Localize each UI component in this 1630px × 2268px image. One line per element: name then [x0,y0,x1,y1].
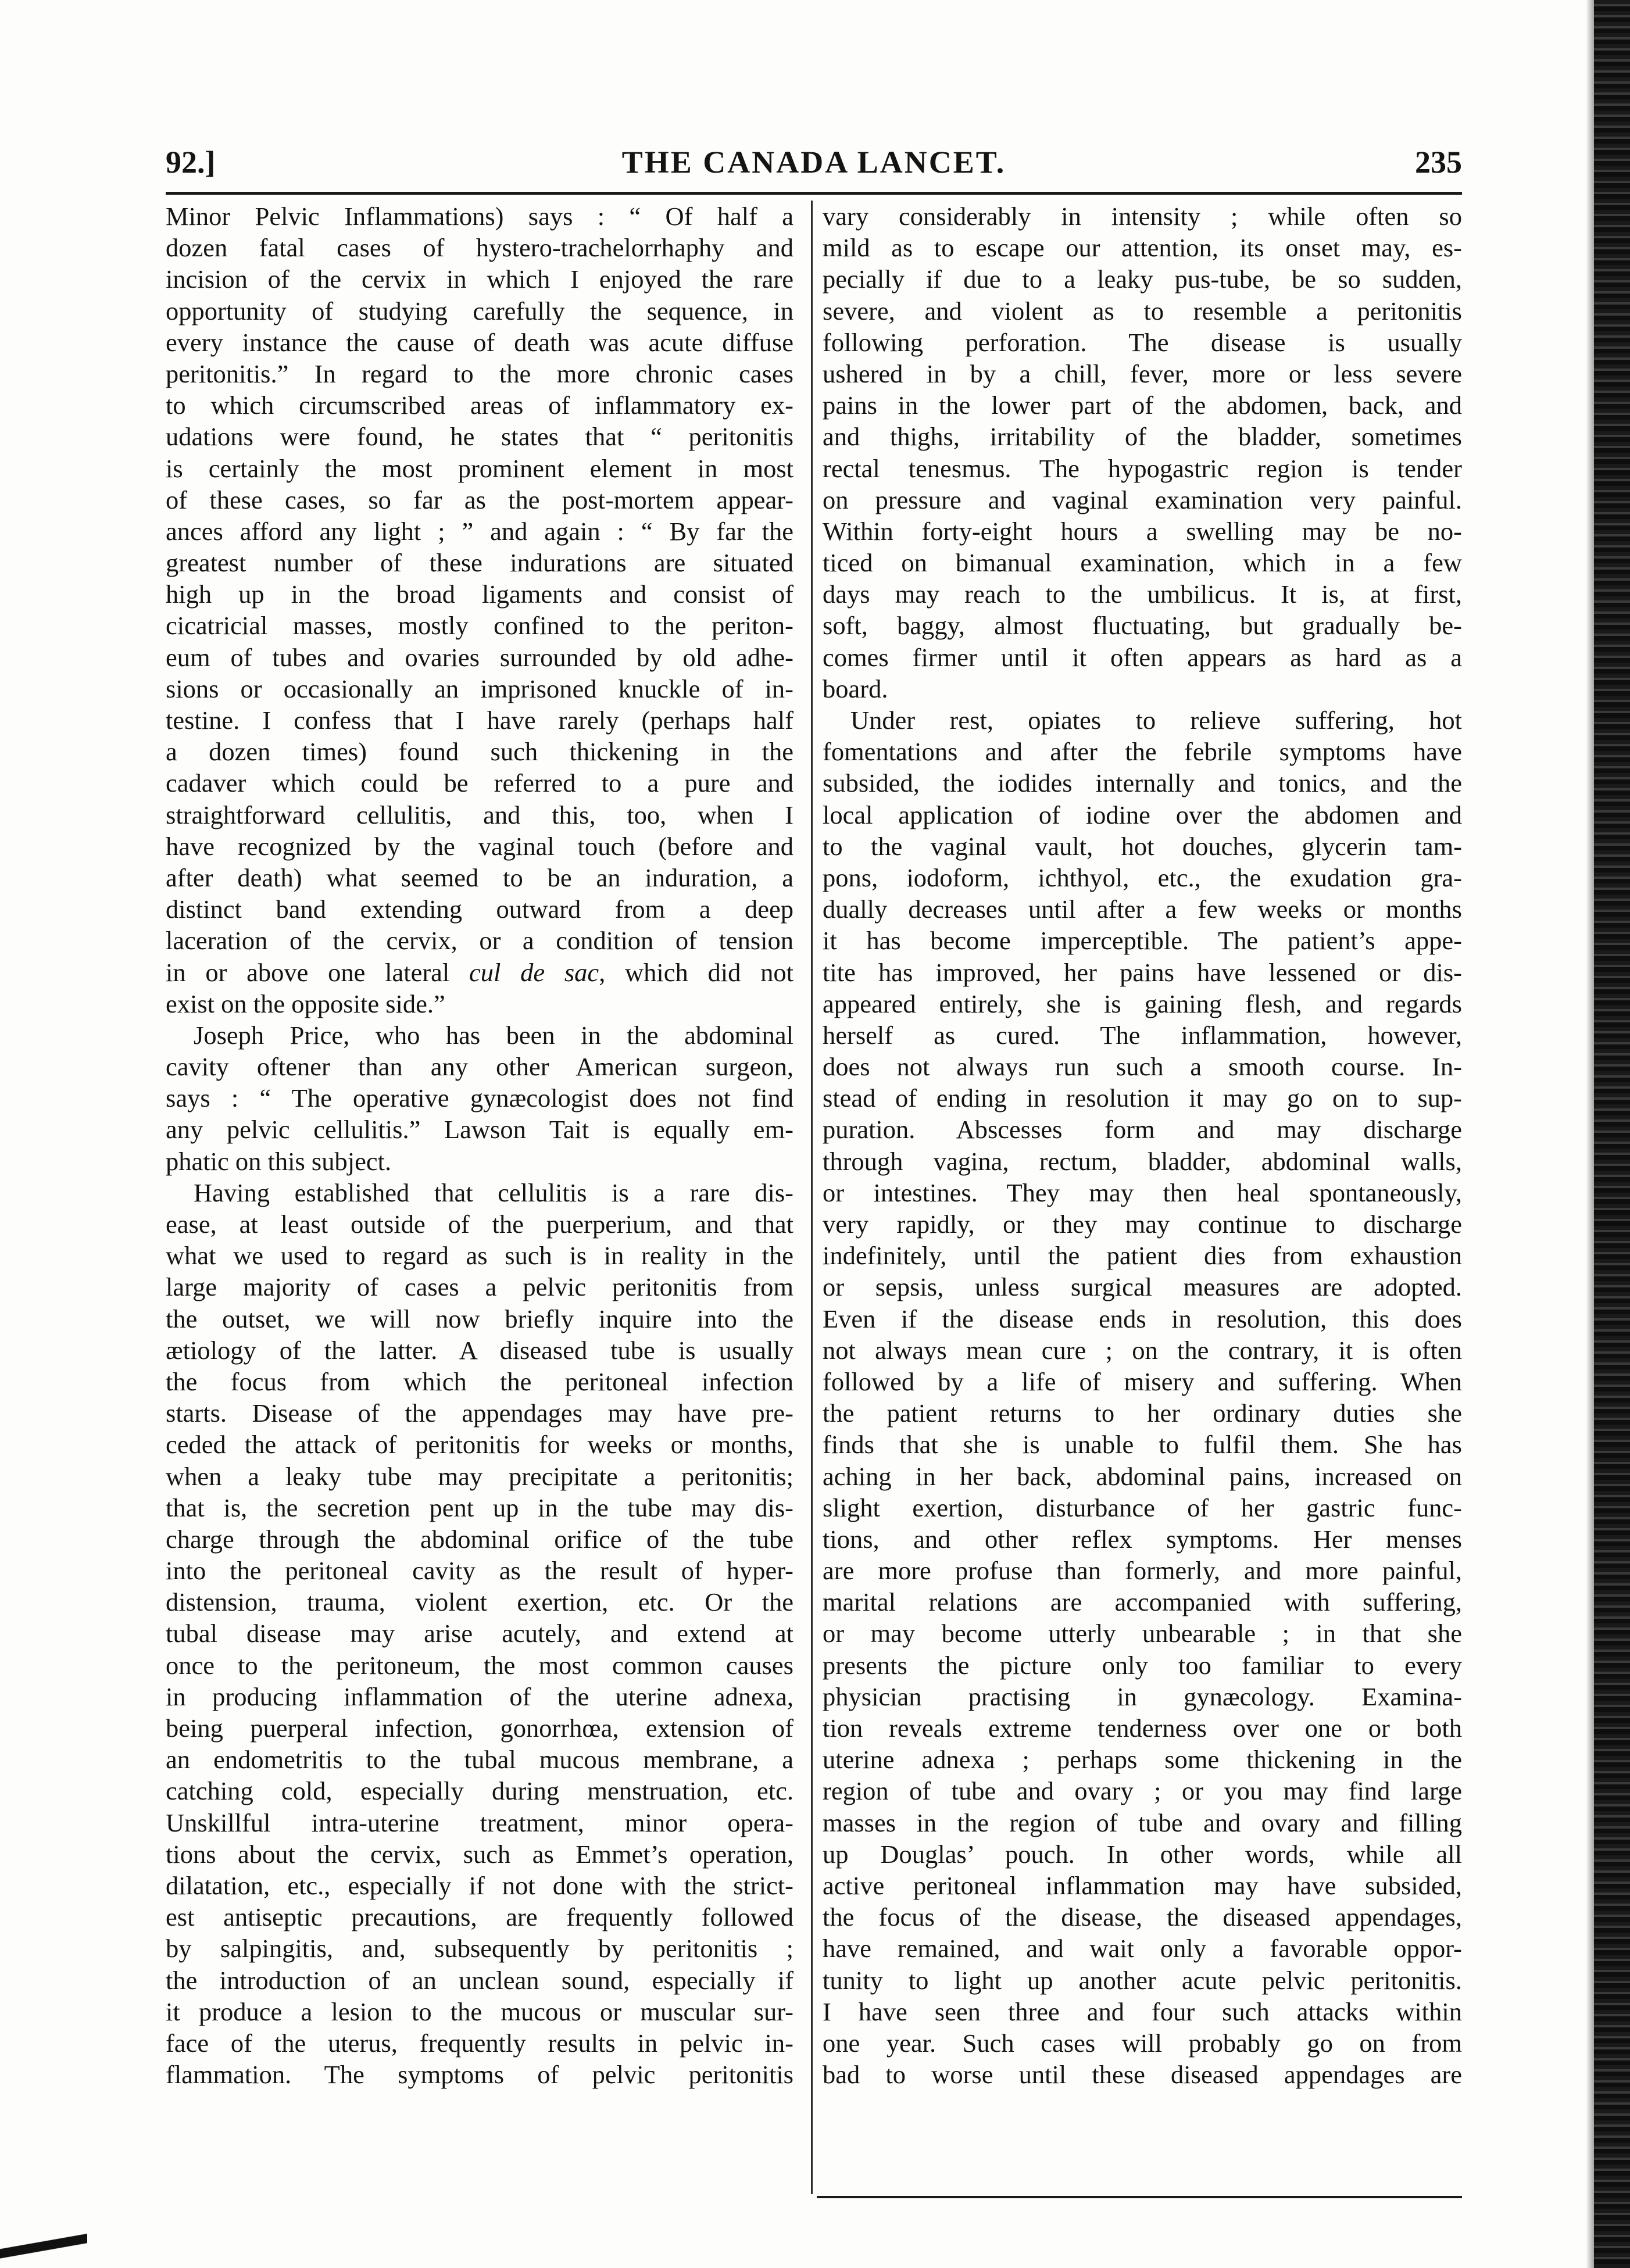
issue-number: 92.] [166,145,216,180]
text-line: pains in the lower part of the abdomen, back, and [823,391,1462,420]
text-line: distinct band extending outward from a deep [166,895,793,924]
text-line: does not always run such a smooth course. In- [823,1052,1462,1082]
binding-shadow [1586,0,1594,2268]
text-line: large majority of cases a pelvic peritonitis from [166,1272,793,1302]
text-line: appeared entirely, she is gaining flesh, and regards [823,989,1462,1018]
text-line: subsided, the iodides internally and tonics, and the [823,768,1462,798]
text-line: severe, and violent as to resemble a peritonitis [823,296,1462,325]
text-line: phatic on this subject. [166,1146,392,1176]
text-line: tions about the cervix, such as Emmet’s operation, [166,1839,793,1869]
text-line: exist on the opposite side.” [166,989,445,1018]
text-line: Even if the disease ends in resolution, this does [823,1304,1462,1333]
text-line: Minor Pelvic Inflammations) says : “ Of half a [166,202,793,231]
text-line: have recognized by the vaginal touch (before and [166,831,793,861]
running-header [166,144,1462,185]
text-line: says : “ The operative gynæcologist does not find [166,1083,793,1113]
text-line: in or above one lateral cul de sac, which did not [166,957,793,987]
text-line: local application of iodine over the abdomen and [823,800,1462,829]
text-line: mild as to escape our attention, its onset may, es- [823,233,1462,263]
text-line: est antiseptic precautions, are frequently followed [166,1902,793,1932]
text-line: of these cases, so far as the post-mortem appear- [166,485,793,514]
text-line: straightforward cellulitis, and this, too, when I [166,800,793,829]
right-column [823,201,1462,2090]
text-line: and thighs, irritability of the bladder, sometimes [823,422,1462,452]
text-line: or sepsis, unless surgical measures are adopted. [823,1272,1462,1302]
text-line: herself as cured. The inflammation, however, [823,1020,1462,1050]
text-line: Joseph Price, who has been in the abdominal [194,1020,793,1050]
text-line: on pressure and vaginal examination very painful. [823,485,1462,514]
text-line: vary considerably in intensity ; while often so [823,202,1462,231]
text-line: face of the uterus, frequently results in pelvic in- [166,2028,793,2058]
text-line: ushered in by a chill, fever, more or less severe [823,359,1462,388]
text-line: Unskillful intra-uterine treatment, minor opera- [166,1808,793,1837]
text-line: physician practising in gynæcology. Examina- [823,1682,1462,1711]
text-line: or intestines. They may then heal spontaneously, [823,1178,1462,1207]
text-line: high up in the broad ligaments and consist of [166,579,793,609]
text-line: sions or occasionally an imprisoned knuckle of in- [166,674,793,703]
text-line: greatest number of these indurations are situated [166,548,793,578]
text-line: Within forty-eight hours a swelling may be no- [823,516,1462,546]
text-line: one year. Such cases will probably go on from [823,2028,1462,2058]
text-line: stead of ending in resolution it may go on to sup- [823,1083,1462,1113]
text-line: after death) what seemed to be an induration, a [166,863,793,892]
text-line: up Douglas’ pouch. In other words, while all [823,1839,1462,1869]
text-line: ticed on bimanual examination, which in a few [823,548,1462,578]
text-line: active peritoneal inflammation may have subsided, [823,1870,1462,1900]
text-line: followed by a life of misery and suffering. When [823,1366,1462,1396]
text-line: laceration of the cervix, or a condition of tension [166,926,793,956]
text-line: testine. I confess that I have rarely (perhaps half [166,706,793,735]
text-line: flammation. The symptoms of pelvic peritonitis [166,2060,793,2090]
text-line: to which circumscribed areas of inflammatory ex- [166,391,793,420]
text-line: finds that she is unable to fulfil them. She has [823,1430,1462,1459]
text-line: charge through the abdominal orifice of the tube [166,1524,793,1554]
column-rule [811,201,813,2194]
text-line: tion reveals extreme tenderness over one or both [823,1713,1462,1743]
text-line: Having established that cellulitis is a rare dis- [194,1178,793,1207]
text-line: days may reach to the umbilicus. It is, at first, [823,579,1462,609]
journal-title: THE CANADA LANCET. [621,145,1006,180]
text-line: cavity oftener than any other American surgeon, [166,1052,793,1082]
header-rule [166,192,1462,195]
text-line: any pelvic cellulitis.” Lawson Tait is equally em- [166,1115,793,1144]
text-line: cadaver which could be referred to a pure and [166,768,793,798]
text-line: ease, at least outside of the puerperium, and that [166,1210,793,1239]
text-line: following perforation. The disease is usually [823,327,1462,357]
text-line: catching cold, especially during menstruation, etc. [166,1776,793,1806]
text-line: the introduction of an unclean sound, especially if [166,1965,793,1995]
text-line: board. [823,674,888,703]
bottom-rule [817,2196,1462,2198]
text-line: puration. Abscesses form and may discharge [823,1115,1462,1144]
text-line: soft, baggy, almost fluctuating, but gradually be- [823,611,1462,641]
text-line: eum of tubes and ovaries surrounded by old adhe- [166,642,793,672]
text-line: by salpingitis, and, subsequently by peritonitis ; [166,1934,793,1963]
text-line: ætiology of the latter. A diseased tube is usually [166,1335,793,1365]
text-line: into the peritoneal cavity as the result of hyper- [166,1556,793,1586]
text-line: dually decreases until after a few weeks or months [823,895,1462,924]
text-line: is certainly the most prominent element in most [166,453,793,483]
text-line: through vagina, rectum, bladder, abdominal walls, [823,1146,1462,1176]
text-line: cicatricial masses, mostly confined to the periton- [166,611,793,641]
text-line: aching in her back, abdominal pains, increased on [823,1461,1462,1491]
text-line: a dozen times) found such thickening in the [166,737,793,767]
text-line: that is, the secretion pent up in the tube may dis- [166,1493,793,1522]
binding-edge [1594,0,1630,2268]
text-line: are more profuse than formerly, and more painful, [823,1556,1462,1586]
text-line: dilatation, etc., especially if not done with the strict- [166,1870,793,1900]
text-line: it has become imperceptible. The patient’s appe- [823,926,1462,956]
text-line: incision of the cervix in which I enjoyed the rare [166,264,793,294]
text-line: the outset, we will now briefly inquire into the [166,1304,793,1333]
text-line: not always mean cure ; on the contrary, it is often [823,1335,1462,1365]
left-column [166,201,793,2090]
page-number: 235 [1415,145,1462,180]
text-line: uterine adnexa ; perhaps some thickening in the [823,1745,1462,1775]
text-line: every instance the cause of death was acute diffuse [166,327,793,357]
text-line: opportunity of studying carefully the sequence, in [166,296,793,325]
text-line: being puerperal infection, gonorrhœa, extension of [166,1713,793,1743]
text-line: ances afford any light ; ” and again : “ By far the [166,516,793,546]
text-line: bad to worse until these diseased appendages are [823,2060,1462,2090]
text-line: the focus of the disease, the diseased appendages, [823,1902,1462,1932]
text-line: pecially if due to a leaky pus-tube, be so sudden, [823,264,1462,294]
text-line: indefinitely, until the patient dies from exhaustion [823,1241,1462,1271]
text-line: to the vaginal vault, hot douches, glycerin tam- [823,831,1462,861]
text-line: comes firmer until it often appears as hard as a [823,642,1462,672]
text-line: it produce a lesion to the mucous or muscular sur- [166,1997,793,2026]
text-line: have remained, and wait only a favorable oppor- [823,1934,1462,1963]
text-line: udations were found, he states that “ peritonitis [166,422,793,452]
text-line: masses in the region of tube and ovary and filling [823,1808,1462,1837]
text-line: slight exertion, disturbance of her gastric func- [823,1493,1462,1522]
text-line: what we used to regard as such is in reality in the [166,1241,793,1271]
text-line: the patient returns to her ordinary duties she [823,1398,1462,1428]
text-line: fomentations and after the febrile symptoms have [823,737,1462,767]
text-line: tubal disease may arise acutely, and extend at [166,1619,793,1648]
text-line: when a leaky tube may precipitate a peritonitis; [166,1461,793,1491]
text-line: tunity to light up another acute pelvic peritonitis. [823,1965,1462,1995]
text-line: region of tube and ovary ; or you may find large [823,1776,1462,1806]
text-line: or may become utterly unbearable ; in that she [823,1619,1462,1648]
text-line: very rapidly, or they may continue to discharge [823,1210,1462,1239]
text-line: dozen fatal cases of hystero-trachelorrhaphy and [166,233,793,263]
text-line: tions, and other reflex symptoms. Her menses [823,1524,1462,1554]
text-line: rectal tenesmus. The hypogastric region is tender [823,453,1462,483]
text-line: Under rest, opiates to relieve suffering, hot [850,706,1462,735]
text-line: starts. Disease of the appendages may have pre- [166,1398,793,1428]
text-line: pons, iodoform, ichthyol, etc., the exudation gra- [823,863,1462,892]
text-line: peritonitis.” In regard to the more chronic cases [166,359,793,388]
text-line: in producing inflammation of the uterine adnexa, [166,1682,793,1711]
text-line: marital relations are accompanied with suffering, [823,1587,1462,1617]
text-line: tite has improved, her pains have lessened or dis- [823,957,1462,987]
text-line: ceded the attack of peritonitis for weeks or months, [166,1430,793,1459]
scan-corner-mark [0,2220,87,2268]
text-line: the focus from which the peritoneal infection [166,1366,793,1396]
text-line: distension, trauma, violent exertion, etc. Or the [166,1587,793,1617]
text-line: presents the picture only too familiar to every [823,1650,1462,1680]
text-line: once to the peritoneum, the most common causes [166,1650,793,1680]
text-line: I have seen three and four such attacks within [823,1997,1462,2026]
text-line: an endometritis to the tubal mucous membrane, a [166,1745,793,1775]
